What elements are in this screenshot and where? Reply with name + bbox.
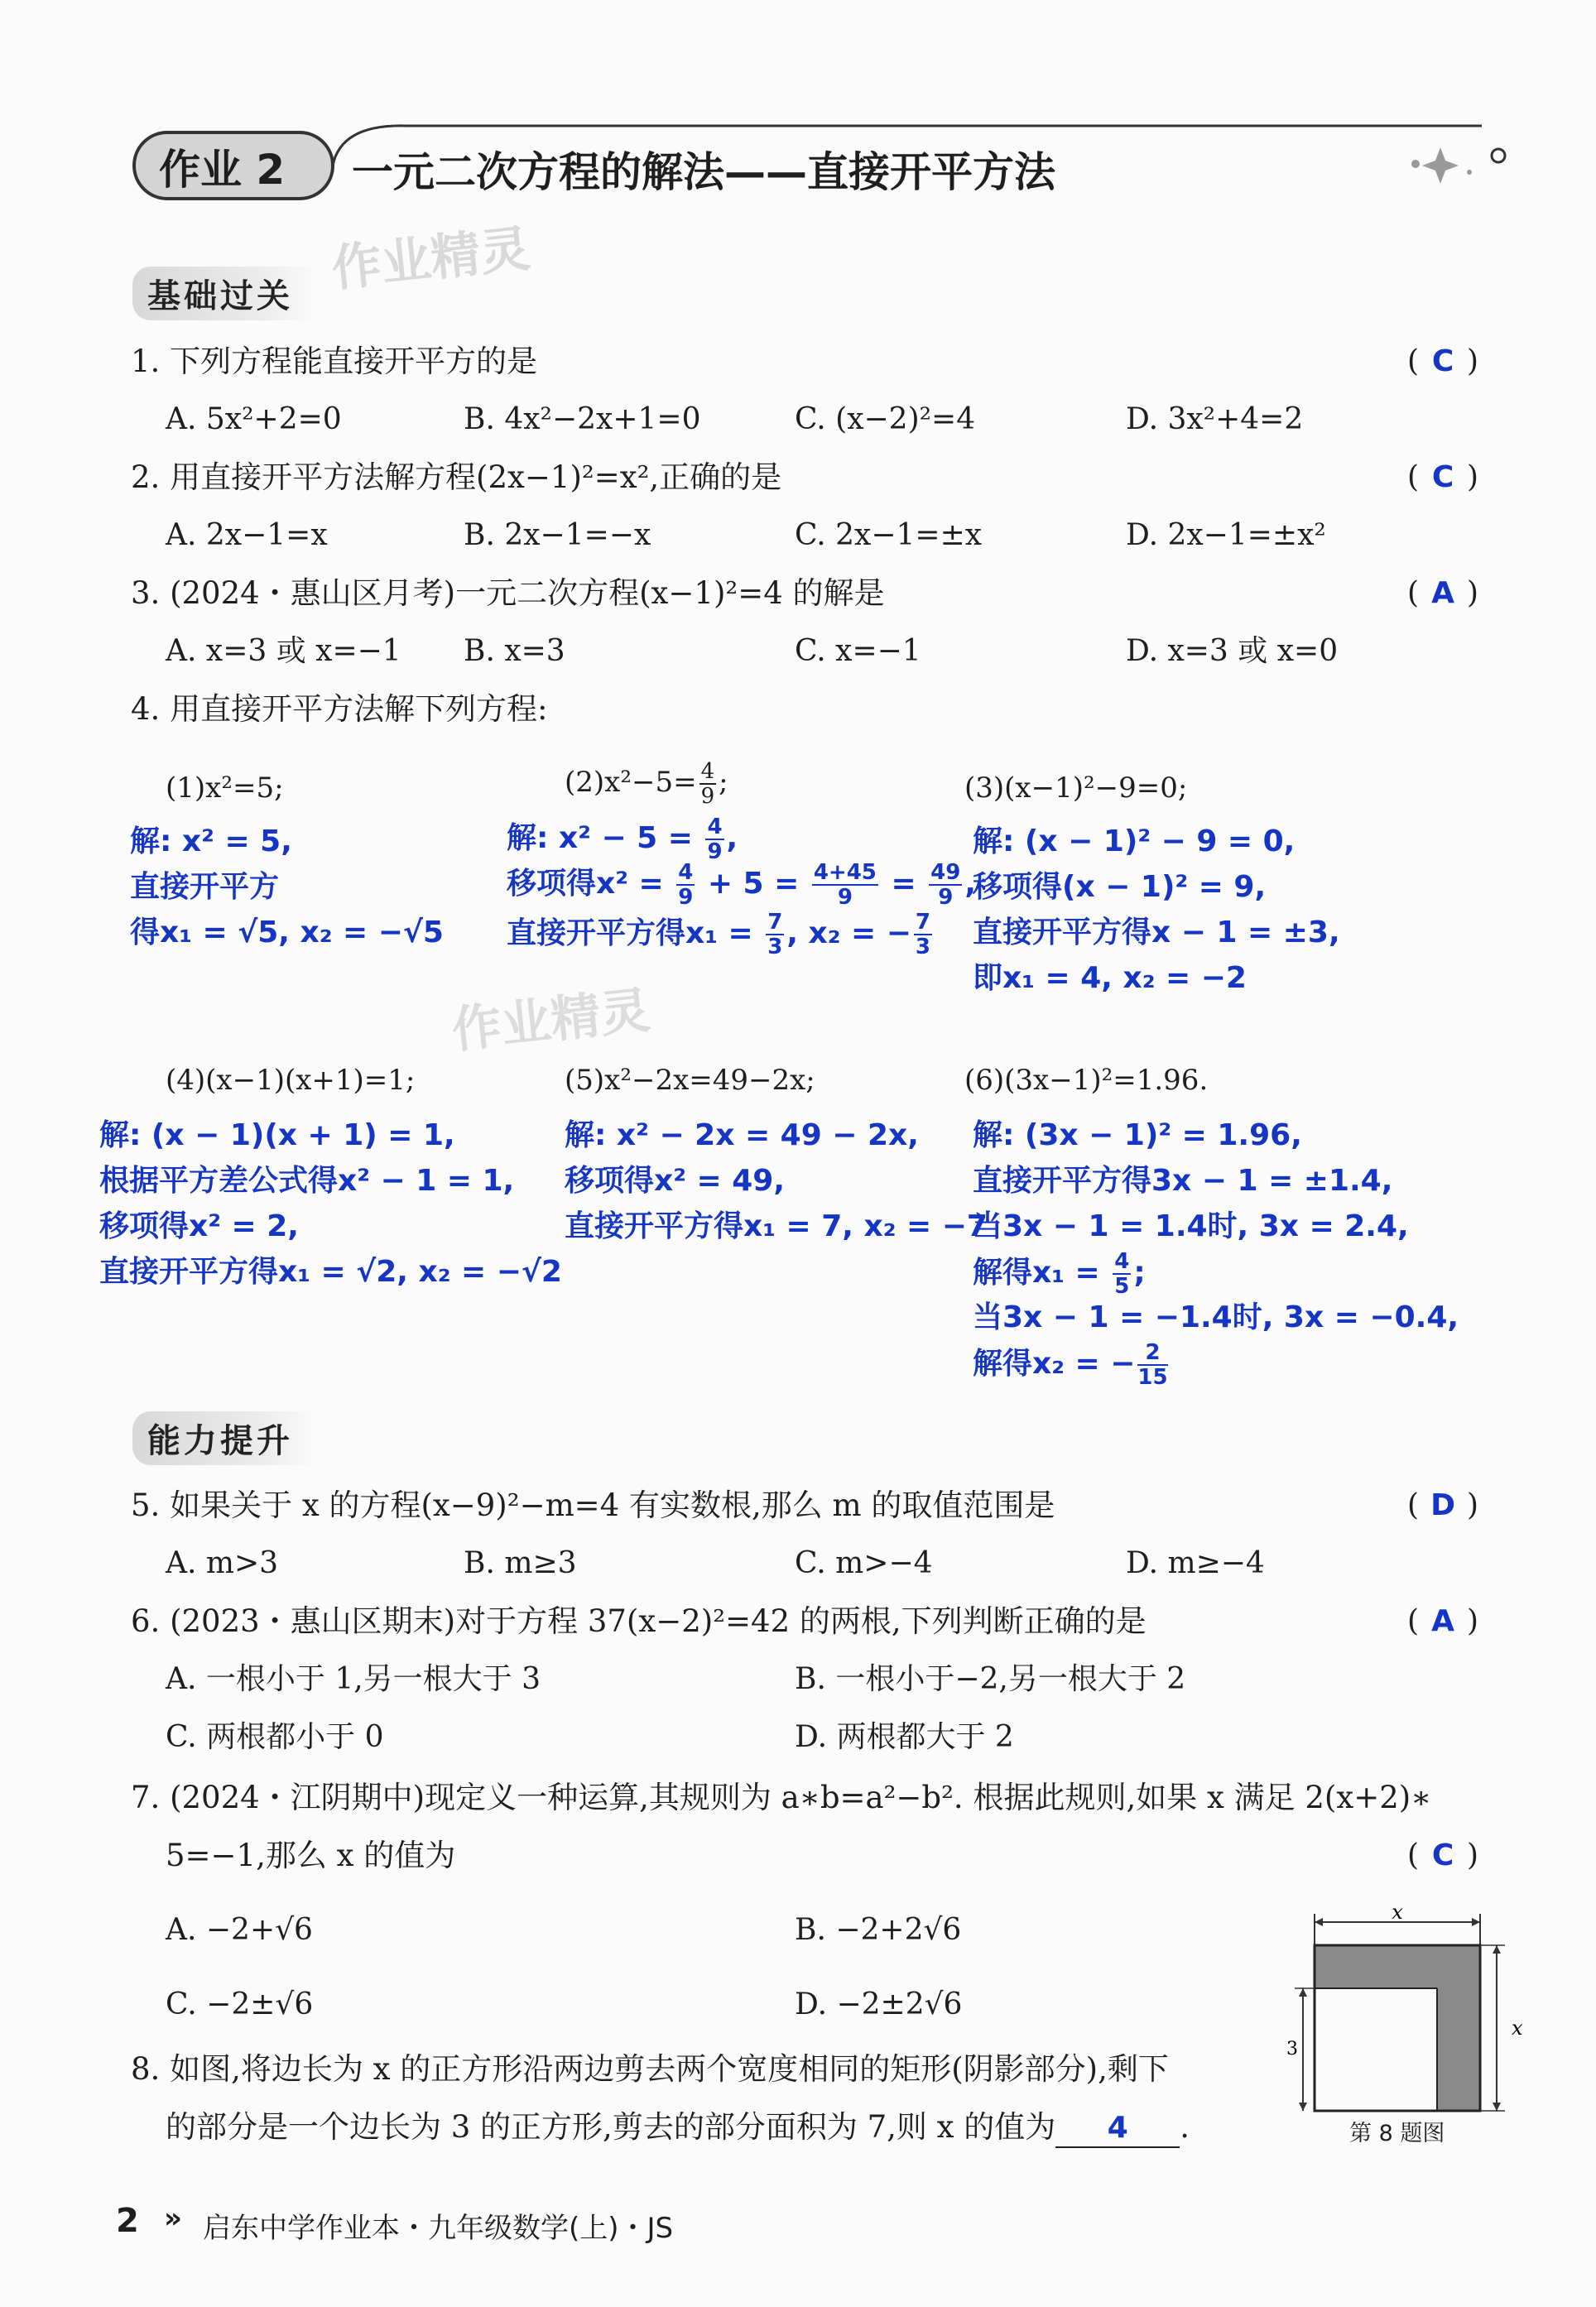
- q1-option-c: C. (x−2)²=4: [795, 402, 976, 436]
- q3-option-a: A. x=3 或 x=−1: [166, 634, 401, 668]
- q8-figure: [1283, 1904, 1523, 2144]
- q1-option-b: B. 4x²−2x+1=0: [464, 402, 701, 436]
- q4-3-problem: (3)(x−1)²−9=0;: [964, 771, 1188, 805]
- q3-stem: 3. (2024・惠山区月考)一元二次方程(x−1)²=4 的解是: [131, 575, 885, 611]
- q7-option-a: A. −2+√6: [166, 1913, 313, 1947]
- q6-option-b: B. 一根小于−2,另一根大于 2: [795, 1662, 1186, 1696]
- section-basic-heading: 基础过关: [132, 267, 318, 320]
- homework-badge: 作业 2: [159, 146, 286, 194]
- q4-1-problem: (1)x²=5;: [166, 771, 284, 805]
- q4-5-solution-line: 直接开平方得x₁ = 7, x₂ = −7: [565, 1209, 988, 1243]
- q7-answer: C: [1431, 1838, 1454, 1872]
- q5-stem: 5. 如果关于 x 的方程(x−9)²−m=4 有实数根,那么 m 的取值范围是: [131, 1488, 1055, 1523]
- q4-6-solution-line: 解得x₂ = − $\frac{2}{15}$: [973, 1340, 1168, 1390]
- q4-stem: 4. 用直接开平方法解下列方程:: [131, 691, 548, 727]
- figure-label-left: 3: [1286, 2039, 1298, 2059]
- q3-option-c: C. x=−1: [795, 634, 921, 668]
- q3-option-d: D. x=3 或 x=0: [1126, 634, 1339, 668]
- q1-answer: C: [1431, 344, 1454, 378]
- q4-2-problem: (2)x²−5= $\frac{4}{9}$ ;: [565, 759, 728, 809]
- q7-option-d: D. −2±2√6: [795, 1987, 963, 2021]
- arrow-icon: »: [164, 2202, 182, 2235]
- q5-option-d: D. m≥−4: [1126, 1546, 1265, 1580]
- q4-2-solution-line: 移项得x² = $\frac{4}{9}$ + 5 = $\frac{4+45}{9}$ = $\frac{49}{9}$ ,: [507, 860, 977, 910]
- q4-3-solution-line: 即x₁ = 4, x₂ = −2: [973, 961, 1247, 995]
- q7-stem: 7. (2024・江阴期中)现定义一种运算,其规则为 a∗b=a²−b². 根据此规则,如果 x 满足 2(x+2)∗: [131, 1780, 1432, 1815]
- page-number: 2: [116, 2202, 139, 2240]
- q4-6-solution-line: 解得x₁ = $\frac{4}{5}$ ;: [973, 1249, 1146, 1299]
- q1-option-a: A. 5x²+2=0: [166, 402, 342, 436]
- figure-label-top: x: [1392, 1904, 1403, 1924]
- q3-option-b: B. x=3: [464, 634, 565, 668]
- q6-option-a: A. 一根小于 1,另一根大于 3: [166, 1662, 541, 1696]
- q7-answer-paren: ( C ): [1407, 1838, 1479, 1872]
- q4-6-solution-line: 当3x − 1 = −1.4时, 3x = −0.4,: [973, 1300, 1459, 1334]
- q7-stem-continued: 5=−1,那么 x 的值为: [166, 1838, 456, 1873]
- q8-stem-continued: 的部分是一个边长为 3 的正方形,剪去的部分面积为 7,则 x 的值为 4 .: [166, 2109, 1190, 2148]
- q2-option-b: B. 2x−1=−x: [464, 518, 651, 552]
- q7-option-b: B. −2+2√6: [795, 1913, 962, 1947]
- q6-option-d: D. 两根都大于 2: [795, 1720, 1014, 1754]
- q4-4-solution-line: 根据平方差公式得x² − 1 = 1,: [99, 1164, 515, 1198]
- q4-6-solution-line: 解: (3x − 1)² = 1.96,: [973, 1118, 1302, 1152]
- q4-6-solution-line: 当3x − 1 = 1.4时, 3x = 2.4,: [973, 1209, 1409, 1243]
- q2-option-a: A. 2x−1=x: [166, 518, 328, 552]
- q1-option-d: D. 3x²+4=2: [1126, 402, 1304, 436]
- q5-option-b: B. m≥3: [464, 1546, 577, 1580]
- q2-option-c: C. 2x−1=±x: [795, 518, 983, 552]
- q5-answer-paren: ( D ): [1407, 1488, 1479, 1522]
- q4-5-solution-line: 移项得x² = 49,: [565, 1164, 785, 1198]
- fraction: $\frac{4}{9}$: [700, 759, 715, 809]
- q1-stem: 1. 下列方程能直接开平方的是: [131, 344, 538, 379]
- q7-option-c: C. −2±√6: [166, 1987, 314, 2021]
- q4-2-problem-text: (2)x²−5=: [565, 766, 697, 799]
- q4-1-solution-line: 得x₁ = √5, x₂ = −√5: [130, 916, 444, 949]
- q4-6-problem: (6)(3x−1)²=1.96.: [964, 1064, 1209, 1097]
- q4-2-solution-line: 直接开平方得x₁ = $\frac{7}{3}$ , x₂ = − $\frac{7}{3}$: [507, 910, 931, 959]
- shaded-rectangle: [1315, 1945, 1480, 1988]
- figure-label-right: x: [1512, 2016, 1523, 2040]
- q8-answer: 4: [1107, 2111, 1128, 2145]
- q4-4-solution-line: 移项得x² = 2,: [99, 1209, 299, 1243]
- q4-3-solution-line: 解: (x − 1)² − 9 = 0,: [973, 824, 1296, 858]
- q6-answer-paren: ( A ): [1407, 1604, 1479, 1638]
- q4-3-solution-line: 直接开平方得x − 1 = ±3,: [973, 916, 1340, 949]
- section-advanced-heading: 能力提升: [132, 1411, 318, 1465]
- q6-answer: A: [1431, 1604, 1454, 1638]
- shaded-rectangle: [1437, 1988, 1480, 2111]
- watermark: 作业精灵: [449, 981, 653, 1060]
- watermark: 作业精灵: [329, 219, 533, 299]
- q4-4-solution-line: 解: (x − 1)(x + 1) = 1,: [99, 1118, 455, 1152]
- q4-6-solution-line: 直接开平方得3x − 1 = ±1.4,: [973, 1164, 1393, 1198]
- q2-answer-paren: ( C ): [1407, 460, 1479, 494]
- q1-answer-paren: ( C ): [1407, 344, 1479, 378]
- q3-answer-paren: ( A ): [1407, 576, 1479, 610]
- book-title: 启东中学作业本・九年级数学(上)・JS: [203, 2212, 674, 2245]
- q4-2-solution-line: 解: x² − 5 = $\frac{4}{9}$ ,: [507, 815, 738, 864]
- q3-answer: A: [1431, 576, 1454, 610]
- q4-3-solution-line: 移项得(x − 1)² = 9,: [973, 870, 1267, 904]
- q4-5-problem: (5)x²−2x=49−2x;: [565, 1064, 815, 1097]
- q8-stem: 8. 如图,将边长为 x 的正方形沿两边剪去两个宽度相同的矩形(阴影部分),剩下: [131, 2051, 1169, 2087]
- q2-stem: 2. 用直接开平方法解方程(2x−1)²=x²,正确的是: [131, 459, 782, 495]
- q4-1-solution-line: 解: x² = 5,: [130, 824, 292, 858]
- q5-option-a: A. m>3: [166, 1546, 279, 1580]
- q2-answer: C: [1431, 460, 1454, 494]
- q2-option-d: D. 2x−1=±x²: [1126, 518, 1326, 552]
- q6-option-c: C. 两根都小于 0: [166, 1720, 384, 1754]
- q4-5-solution-line: 解: x² − 2x = 49 − 2x,: [565, 1118, 919, 1152]
- q5-answer: D: [1430, 1488, 1455, 1522]
- q8-answer-blank: [1055, 2110, 1180, 2148]
- page-title: 一元二次方程的解法——直接开平方法: [352, 148, 1055, 196]
- figure-caption: 第 8 题图: [1349, 2121, 1445, 2146]
- q4-4-solution-line: 直接开平方得x₁ = √2, x₂ = −√2: [99, 1255, 562, 1289]
- q4-1-solution-line: 直接开平方: [130, 870, 280, 904]
- q5-option-c: C. m>−4: [795, 1546, 933, 1580]
- q6-stem: 6. (2023・惠山区期末)对于方程 37(x−2)²=42 的两根,下列判断正确的是: [131, 1603, 1147, 1639]
- q4-4-problem: (4)(x−1)(x+1)=1;: [166, 1064, 416, 1097]
